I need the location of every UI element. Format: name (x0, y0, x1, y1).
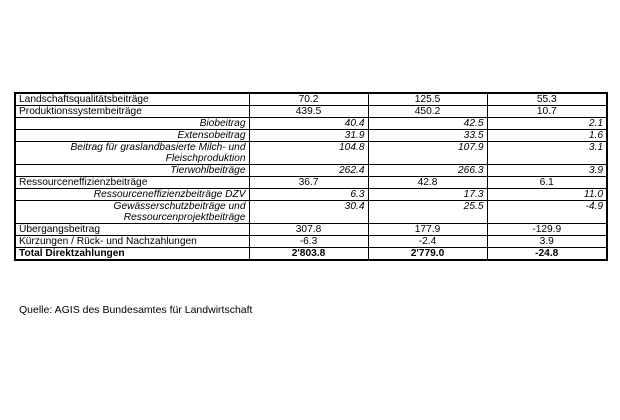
row-value-1: 262.4 (249, 165, 368, 177)
row-value-1: 40.4 (249, 118, 368, 130)
row-value-1: 30.4 (249, 201, 368, 224)
row-value-2: 125.5 (368, 93, 487, 106)
row-value-3: 3.9 (487, 236, 607, 248)
row-label: Landschaftsqualitätsbeiträge (15, 93, 249, 106)
total-value-3: -24.8 (487, 248, 607, 261)
row-value-1: -6.3 (249, 236, 368, 248)
row-value-2: 33.5 (368, 130, 487, 142)
row-value-2: 42.8 (368, 177, 487, 189)
total-label: Total Direktzahlungen (15, 248, 249, 261)
table-row (15, 142, 607, 165)
row-value-3: 11.0 (487, 189, 607, 201)
row-value-2: 266.3 (368, 165, 487, 177)
table-row (15, 118, 607, 130)
row-value-3: 1.6 (487, 130, 607, 142)
row-value-1: 6.3 (249, 189, 368, 201)
source-note: Quelle: AGIS des Bundesamtes für Landwirtschaft (19, 304, 253, 316)
row-value-3: -129.9 (487, 224, 607, 236)
table-row (15, 106, 607, 118)
row-value-2: 450.2 (368, 106, 487, 118)
table-row (15, 93, 607, 106)
total-row (15, 248, 607, 261)
row-value-2: 107.9 (368, 142, 487, 165)
table-row (15, 165, 607, 177)
row-value-3: 6.1 (487, 177, 607, 189)
table-row (15, 224, 607, 236)
table-row (15, 189, 607, 201)
table-row (15, 130, 607, 142)
row-label: Ressourceneffizienzbeiträge (15, 177, 249, 189)
row-label: Ressourceneffizienzbeiträge DZV (15, 189, 249, 201)
row-label: Tierwohlbeiträge (15, 165, 249, 177)
row-value-2: 42.5 (368, 118, 487, 130)
row-value-2: 17.3 (368, 189, 487, 201)
row-label: Gewässerschutzbeiträge und Ressourcenprojektbeiträge (15, 201, 249, 224)
total-value-1: 2'803.8 (249, 248, 368, 261)
row-value-1: 70.2 (249, 93, 368, 106)
row-label: Biobeitrag (15, 118, 249, 130)
row-value-1: 36.7 (249, 177, 368, 189)
total-value-2: 2'779.0 (368, 248, 487, 261)
row-value-3: 3.9 (487, 165, 607, 177)
row-label: Übergangsbeitrag (15, 224, 249, 236)
row-value-2: 25.5 (368, 201, 487, 224)
row-value-1: 439.5 (249, 106, 368, 118)
row-value-3: 10.7 (487, 106, 607, 118)
row-value-2: 177.9 (368, 224, 487, 236)
direct-payments-table (14, 92, 608, 261)
table-row (15, 201, 607, 224)
row-value-3: 55.3 (487, 93, 607, 106)
row-value-2: -2.4 (368, 236, 487, 248)
row-value-3: 2.1 (487, 118, 607, 130)
row-label: Produktionssystembeiträge (15, 106, 249, 118)
row-label: Extensobeitrag (15, 130, 249, 142)
row-label: Kürzungen / Rück- und Nachzahlungen (15, 236, 249, 248)
row-value-1: 307.8 (249, 224, 368, 236)
row-value-1: 104.8 (249, 142, 368, 165)
row-value-3: -4.9 (487, 201, 607, 224)
table-row (15, 236, 607, 248)
row-value-3: 3.1 (487, 142, 607, 165)
table-row (15, 177, 607, 189)
row-value-1: 31.9 (249, 130, 368, 142)
row-label: Beitrag für graslandbasierte Milch- und Fleischproduktion (15, 142, 249, 165)
